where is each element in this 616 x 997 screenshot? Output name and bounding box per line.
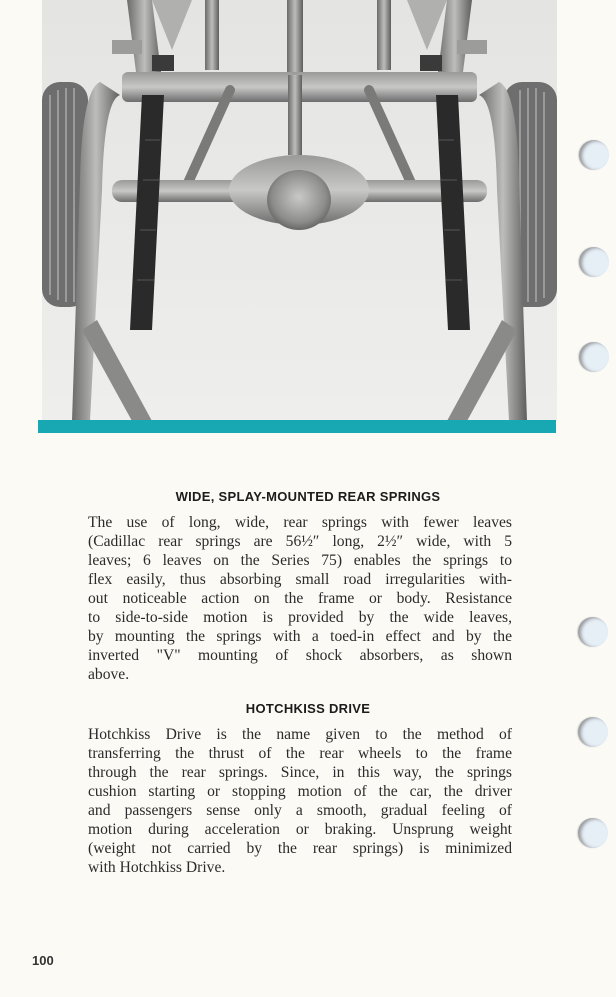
text-line: to side-to-side motion is provided by the wide leaves, xyxy=(88,609,512,626)
text-line: above. xyxy=(88,666,130,683)
section-body-hotchkiss-drive xyxy=(88,725,512,877)
binder-hole-icon xyxy=(579,342,609,372)
text-line: (weight not carried by the rear springs) is minimized xyxy=(88,840,512,857)
page-number: 100 xyxy=(32,953,54,968)
text-line: The use of long, wide, rear springs with fewer leaves xyxy=(88,514,512,531)
section-body-rear-springs xyxy=(88,513,512,684)
text-line: and passengers sense only a smooth, gradual feeling of xyxy=(88,802,512,819)
section-heading-rear-springs: WIDE, SPLAY-MOUNTED REAR SPRINGS xyxy=(175,489,441,504)
section-heading-hotchkiss-drive: HOTCHKISS DRIVE xyxy=(245,701,371,716)
text-line: through the rear springs. Since, in this way, the springs xyxy=(88,764,512,781)
text-line: (Cadillac rear springs are 56½″ long, 2½″ wide, with 5 xyxy=(88,533,512,550)
text-line: Hotchkiss Drive is the name given to the method of xyxy=(88,726,512,743)
binder-hole-icon xyxy=(578,818,608,848)
text-line: by mounting the springs with a toed-in effect and by the xyxy=(88,628,512,645)
binder-hole-icon xyxy=(578,617,608,647)
binder-hole-icon xyxy=(579,140,609,170)
text-line: leaves; 6 leaves on the Series 75) enables the springs to xyxy=(88,552,512,569)
text-line: inverted "V" mounting of shock absorbers, as shown xyxy=(88,647,512,664)
text-line: out noticeable action on the frame or body. Resistance xyxy=(88,590,512,607)
text-line: transferring the thrust of the rear wheels to the frame xyxy=(88,745,512,762)
text-line: motion during acceleration or braking. Unsprung weight xyxy=(88,821,512,838)
text-line: flex easily, thus absorbing small road irregularities with- xyxy=(88,571,512,588)
text-line: with Hotchkiss Drive. xyxy=(88,859,226,876)
chassis-photo xyxy=(42,0,557,421)
text-line: cushion starting or stopping motion of the car, the driver xyxy=(88,783,512,800)
binder-hole-icon xyxy=(579,247,609,277)
binder-hole-icon xyxy=(578,717,608,747)
accent-divider-bar xyxy=(38,420,556,433)
